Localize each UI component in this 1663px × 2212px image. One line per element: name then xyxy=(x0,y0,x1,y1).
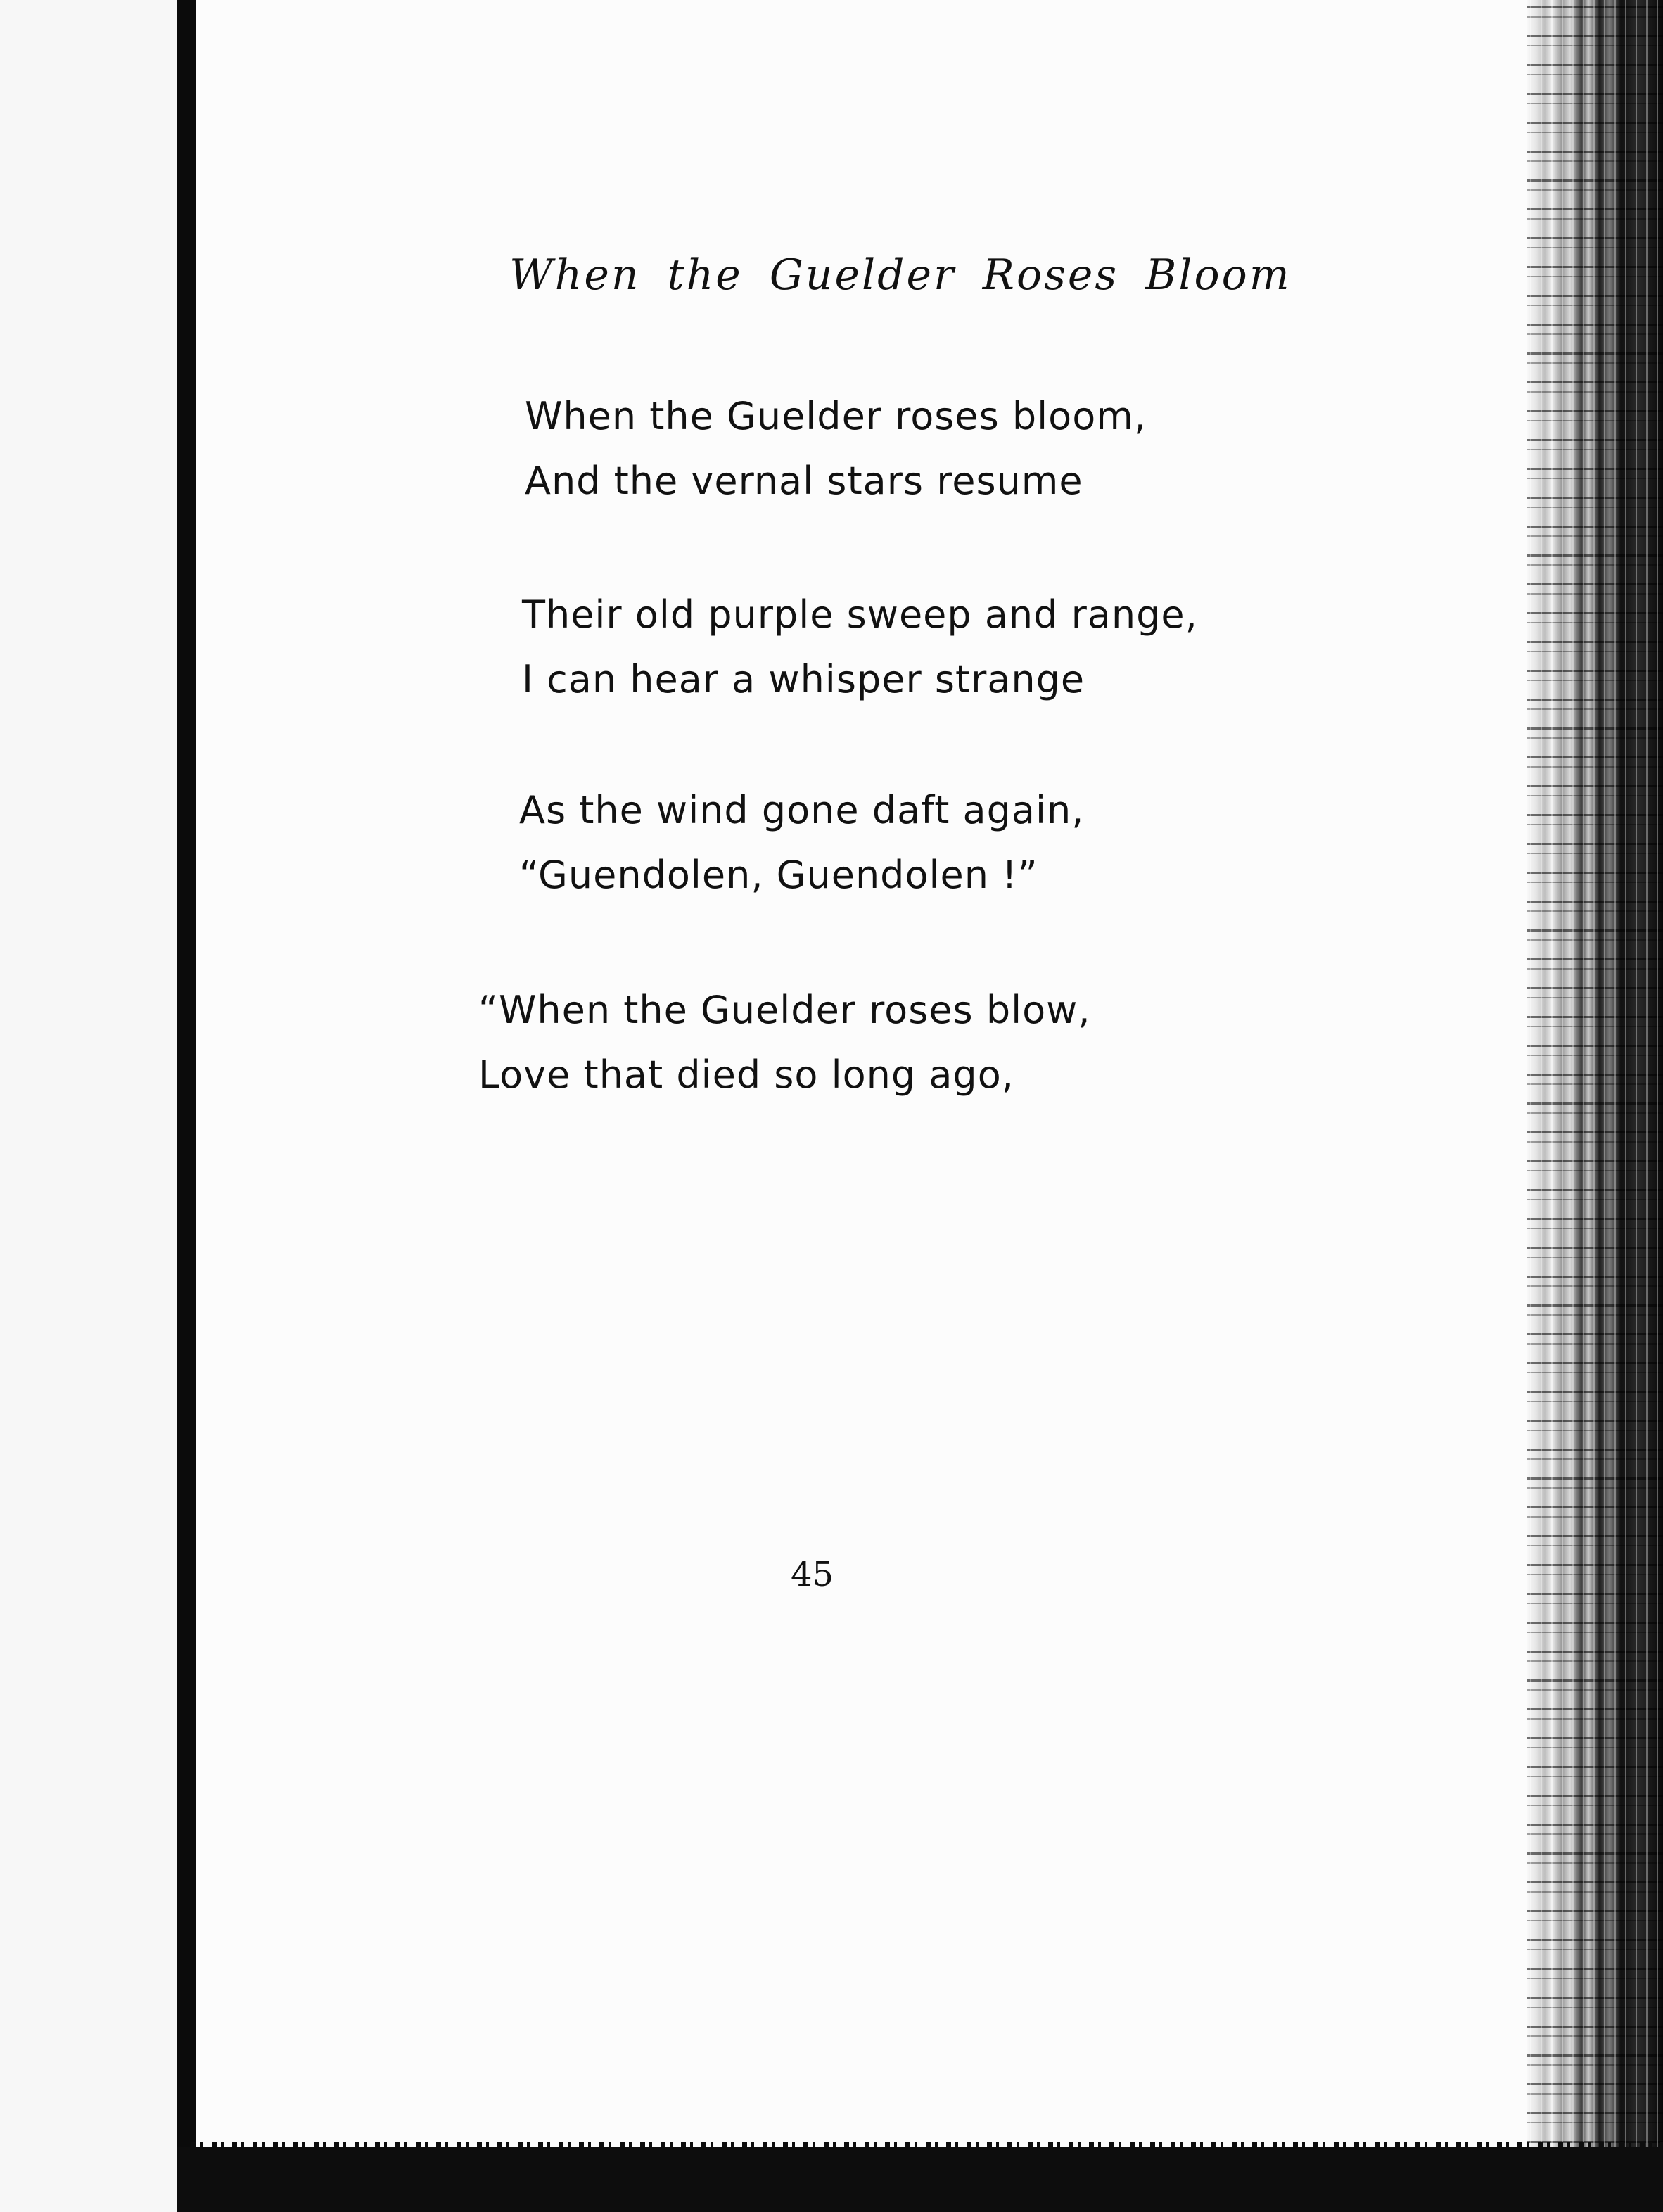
poem-line: I can hear a whisper strange xyxy=(522,657,1085,701)
poem-line: Love that died so long ago, xyxy=(478,1053,1014,1097)
poem-line: Their old purple sweep and range, xyxy=(522,592,1198,637)
stanza-3 xyxy=(519,778,1084,908)
book-gutter xyxy=(177,0,196,2212)
facing-page-edge xyxy=(0,0,177,2212)
poem-line: When the Guelder roses bloom, xyxy=(525,394,1147,438)
page-number: 45 xyxy=(791,1555,834,1594)
poem-title: When the Guelder Roses Bloom xyxy=(509,250,1292,300)
stanza-1 xyxy=(525,384,1147,514)
poem-line: As the wind gone daft again, xyxy=(519,788,1085,832)
stanza-2 xyxy=(522,583,1198,712)
poem-line: And the vernal stars resume xyxy=(525,459,1083,503)
page-fore-edge xyxy=(1527,0,1663,2212)
stanza-4 xyxy=(478,978,1091,1107)
poem-line: “Guendolen, Guendolen !” xyxy=(519,853,1038,897)
page-bottom-edge xyxy=(177,2147,1663,2212)
poem-line: “When the Guelder roses blow, xyxy=(478,988,1091,1032)
